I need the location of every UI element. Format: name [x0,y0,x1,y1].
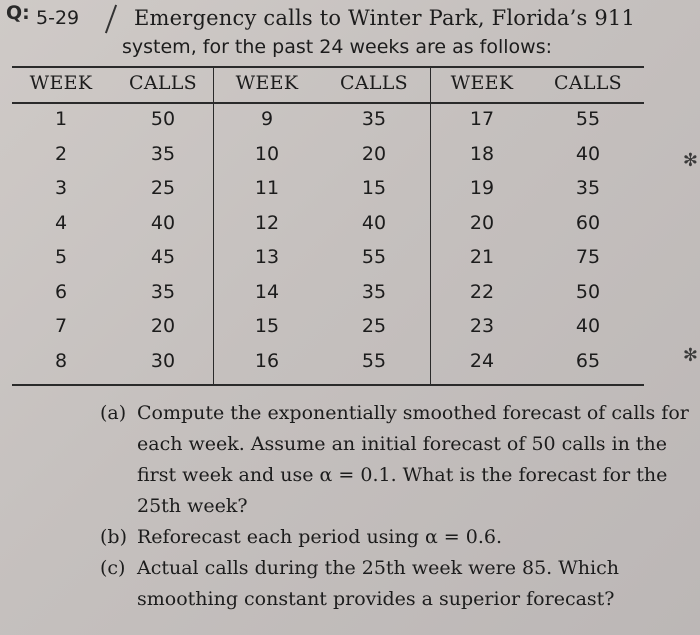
week-cell: 19 [469,177,495,199]
week-cell: 21 [469,246,495,268]
calls-cell: 40 [575,315,601,337]
calls-cell: 35 [575,177,601,199]
calls-cell: 15 [361,177,387,199]
calls-cell: 55 [361,246,387,268]
problem-title-line-1: Emergency calls to Winter Park, Florida’s 911 [134,6,636,30]
problem-header [6,2,696,60]
calls-table [12,66,644,386]
part-c [100,553,690,615]
calls-cell: 50 [575,280,601,303]
problem-number: 5-29 [36,7,80,29]
calls-cell: 35 [361,280,387,303]
week-cell: 7 [54,315,68,337]
week-cell: 17 [469,108,495,130]
week-cell: 12 [254,211,280,234]
calls-cell: 20 [150,315,176,337]
calls-cell: 40 [150,211,176,234]
week-cell: 1 [54,108,68,130]
week-cell: 11 [254,177,280,199]
calls-cell: 75 [575,246,601,268]
calls-cell: 45 [150,246,176,268]
part-a-text: Compute the exponentially smoothed forecast of calls for each week. Assume an initial forecast of 50 calls in the first week and use α = 0.1. What is the forecast for the 25th week? [137,402,689,517]
week-cell: 16 [254,349,280,372]
calls-cell: 25 [361,315,387,337]
part-c-text: Actual calls during the 25th week were 85. Which smoothing constant provides a superior forecast? [137,557,619,610]
question-mark-label: Q: [6,2,30,24]
week-cell: 3 [54,177,68,199]
calls-cell: 55 [575,108,601,130]
header-calls-3: CALLS [553,72,622,94]
week-cell: 15 [254,315,280,337]
calls-cell: 20 [361,142,387,165]
margin-fragment-icon-2: ✻ [682,345,698,366]
part-b-label: (b) [100,526,127,548]
margin-fragment-icon: ✻ [682,150,698,171]
week-cell: 8 [54,349,68,372]
week-cell: 6 [54,280,68,303]
week-cell: 10 [254,142,280,165]
table-divider-1 [213,68,214,384]
part-c-label: (c) [100,557,126,579]
table-top-rule [12,66,644,68]
part-b [100,522,690,553]
week-cell: 9 [260,108,274,130]
calls-cell: 25 [150,177,176,199]
header-week-2: WEEK [235,72,299,94]
header-calls-2: CALLS [339,72,408,94]
week-cell: 4 [54,211,68,234]
week-cell: 18 [469,142,495,165]
part-b-text: Reforecast each period using α = 0.6. [137,526,503,548]
problem-title-line-2: system, for the past 24 weeks are as follows: [122,36,553,58]
part-a-label: (a) [100,402,127,424]
calls-cell: 50 [150,108,176,130]
table-header-rule [12,102,644,104]
week-cell: 24 [469,349,495,372]
week-cell: 23 [469,315,495,337]
calls-cell: 60 [575,211,601,234]
calls-cell: 35 [150,280,176,303]
week-cell: 20 [469,211,495,234]
calls-cell: 40 [361,211,387,234]
calls-cell: 65 [575,349,601,372]
calls-cell: 30 [150,349,176,372]
calls-cell: 35 [150,142,176,165]
handwritten-slash-icon [105,5,117,34]
week-cell: 2 [54,142,68,165]
part-a [100,398,690,522]
table-divider-2 [430,68,431,384]
header-week-3: WEEK [450,72,514,94]
calls-cell: 40 [575,142,601,165]
week-cell: 22 [469,280,495,303]
calls-cell: 35 [361,108,387,130]
table-bottom-rule [12,384,644,386]
calls-cell: 55 [361,349,387,372]
week-cell: 14 [254,280,280,303]
week-cell: 5 [54,246,68,268]
header-calls-1: CALLS [128,72,197,94]
week-cell: 13 [254,246,280,268]
header-week-1: WEEK [29,72,93,94]
question-parts [100,398,690,615]
